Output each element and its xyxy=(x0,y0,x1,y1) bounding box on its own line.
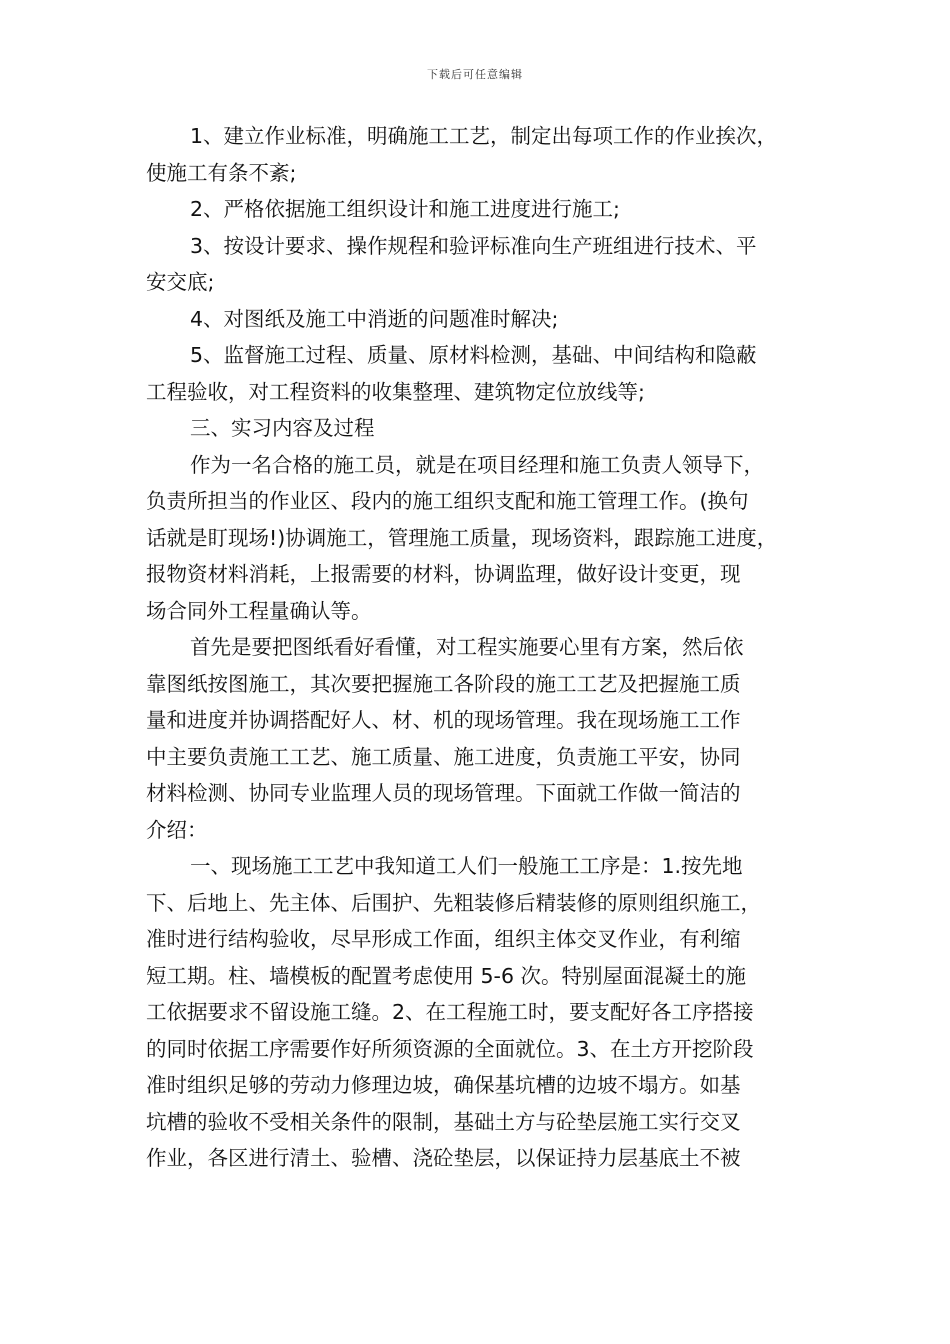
text-line: 首先是要把图纸看好看懂，对工程实施要心里有方案，然后依 xyxy=(190,635,744,659)
text-line: 1、建立作业标准，明确施工工艺，制定出每项工作的作业挨次， xyxy=(190,124,778,148)
text-line: 负责所担当的作业区、段内的施工组织支配和施工管理工作。(换句 xyxy=(146,489,749,513)
text-line: 介绍： xyxy=(146,817,208,842)
text-line: 安交底; xyxy=(146,270,215,294)
text-line: 靠图纸按图施工，其次要把握施工各阶段的施工工艺及把握施工质 xyxy=(146,671,741,696)
text-line: 5、监督施工过程、质量、原材料检测，基础、中间结构和隐蔽 xyxy=(190,343,757,367)
text-line: 使施工有条不紊; xyxy=(146,160,297,185)
text-line: 材料检测、协同专业监理人员的现场管理。下面就工作做一简洁的 xyxy=(146,781,741,805)
text-line: 三、实习内容及过程 xyxy=(190,416,375,440)
text-line: 工程验收，对工程资料的收集整理、建筑物定位放线等; xyxy=(146,379,645,404)
text-line: 作业，各区进行清土、验槽、浇砼垫层，以保证持力层基底土不被 xyxy=(146,1146,741,1170)
body-text xyxy=(146,118,810,1177)
text-line: 话就是盯现场!)协调施工，管理施工质量，现场资料，跟踪施工进度， xyxy=(146,525,778,550)
text-line: 工依据要求不留设施工缝。2、在工程施工时，要支配好各工序搭接 xyxy=(146,1000,754,1024)
text-line: 准时进行结构验收，尽早形成工作面，组织主体交叉作业，有利缩 xyxy=(146,927,741,951)
text-line: 作为一名合格的施工员，就是在项目经理和施工负责人领导下， xyxy=(190,452,764,477)
text-line: 2、严格依据施工组织设计和施工进度进行施工; xyxy=(190,197,620,221)
text-line: 准时组织足够的劳动力修理边坡，确保基坑槽的边坡不塌方。如基 xyxy=(146,1073,741,1097)
text-line: 短工期。柱、墙模板的配置考虑使用 5-6 次。特别屋面混凝土的施 xyxy=(146,963,747,988)
text-line: 3、按设计要求、操作规程和验评标准向生产班组进行技术、平 xyxy=(190,233,757,258)
text-line: 的同时依据工序需要作好所须资源的全面就位。3、在土方开挖阶段 xyxy=(146,1036,754,1061)
text-line: 坑槽的验收不受相关条件的限制，基础土方与砼垫层施工实行交叉 xyxy=(146,1109,741,1134)
text-line: 场合同外工程量确认等。 xyxy=(146,598,372,623)
text-line: 报物资材料消耗，上报需要的材料，协调监理，做好设计变更，现 xyxy=(146,562,741,586)
text-line: 量和进度并协调搭配好人、材、机的现场管理。我在现场施工工作 xyxy=(146,708,741,732)
text-line: 下、后地上、先主体、后围护、先粗装修后精装修的原则组织施工， xyxy=(146,890,761,915)
text-line: 4、对图纸及施工中消逝的问题准时解决; xyxy=(190,306,559,331)
text-line: 一、现场施工工艺中我知道工人们一般施工工序是：1.按先地 xyxy=(190,854,743,878)
header-note: 下载后可任意编辑 xyxy=(427,68,523,81)
text-line: 中主要负责施工工艺、施工质量、施工进度，负责施工平安，协同 xyxy=(146,744,741,769)
